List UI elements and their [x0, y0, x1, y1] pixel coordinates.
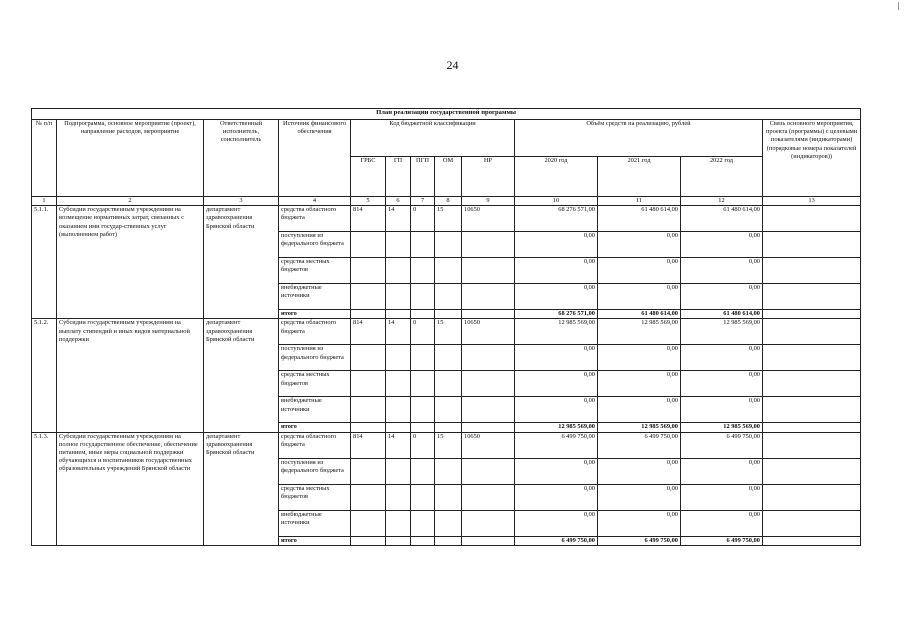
amount-2021: 0,00 — [598, 258, 681, 284]
code-gp — [386, 397, 411, 423]
code-nr — [462, 371, 515, 397]
indicator-link — [763, 423, 861, 432]
code-pgp — [411, 345, 435, 371]
total-code-empty — [411, 423, 435, 432]
column-number: 4 — [279, 197, 351, 206]
code-pgp — [411, 371, 435, 397]
column-number: 12 — [681, 197, 763, 206]
code-nr — [462, 258, 515, 284]
indicator-link — [763, 510, 861, 536]
code-pgp — [411, 258, 435, 284]
table-title: План реализации государственной программы — [32, 109, 861, 120]
indicator-link — [763, 371, 861, 397]
indicator-link — [763, 432, 861, 458]
measure-number: 5.1.1. — [32, 206, 57, 319]
code-pgp — [411, 232, 435, 258]
total-code-empty — [386, 310, 411, 319]
header-kbk: Код бюджетной классификации — [351, 120, 515, 157]
amount-2021: 0,00 — [598, 284, 681, 310]
header-year-2020: 2020 год — [515, 157, 598, 197]
total-code-empty — [435, 423, 462, 432]
amount-2020: 0,00 — [515, 510, 598, 536]
code-nr: 10650 — [462, 432, 515, 458]
header-volume: Объём средств на реализацию, рублей — [515, 120, 763, 157]
code-grbs — [351, 397, 386, 423]
total-code-empty — [411, 536, 435, 545]
total-code-empty — [351, 310, 386, 319]
amount-2021: 0,00 — [598, 397, 681, 423]
total-code-empty — [351, 536, 386, 545]
header-measure: Подпрограмма, основное мероприятие (проект), направление расходов, мероприятие — [57, 120, 204, 197]
code-om — [435, 371, 462, 397]
total-code-empty — [435, 310, 462, 319]
total-code-empty — [411, 310, 435, 319]
amount-2020: 0,00 — [515, 258, 598, 284]
amount-2021: 61 480 614,00 — [598, 206, 681, 232]
funding-source: внебюджетные источники — [279, 397, 351, 423]
amount-2020: 6 499 750,00 — [515, 432, 598, 458]
amount-2021: 12 985 569,00 — [598, 319, 681, 345]
indicator-link — [763, 536, 861, 545]
amount-2021: 6 499 750,00 — [598, 432, 681, 458]
code-pgp — [411, 284, 435, 310]
column-number: 5 — [351, 197, 386, 206]
amount-2022: 61 480 614,00 — [681, 206, 763, 232]
column-number: 8 — [435, 197, 462, 206]
measure-executor: департамент здравоохранения Брянской области — [204, 206, 279, 319]
code-grbs — [351, 510, 386, 536]
code-nr — [462, 397, 515, 423]
funding-source: поступления из федерального бюджета — [279, 232, 351, 258]
measure-number: 5.1.3. — [32, 432, 57, 545]
total-2021: 6 499 750,00 — [598, 536, 681, 545]
amount-2020: 12 985 569,00 — [515, 319, 598, 345]
funding-source: средства областного бюджета — [279, 206, 351, 232]
code-pgp: 0 — [411, 432, 435, 458]
code-gp — [386, 345, 411, 371]
header-number: № п/п — [32, 120, 57, 197]
funding-source: поступления из федерального бюджета — [279, 458, 351, 484]
code-gp — [386, 458, 411, 484]
total-code-empty — [435, 536, 462, 545]
header-executor: Ответственный исполнитель, соисполнитель — [204, 120, 279, 197]
header-year-2022: 2022 год — [681, 157, 763, 197]
total-2020: 6 499 750,00 — [515, 536, 598, 545]
amount-2020: 0,00 — [515, 345, 598, 371]
code-nr — [462, 345, 515, 371]
header-source: Источник финансового обеспечения — [279, 120, 351, 197]
code-grbs — [351, 258, 386, 284]
header-om: ОМ — [435, 157, 462, 197]
code-om: 15 — [435, 206, 462, 232]
column-number: 10 — [515, 197, 598, 206]
amount-2020: 0,00 — [515, 484, 598, 510]
amount-2021: 0,00 — [598, 484, 681, 510]
code-gp — [386, 258, 411, 284]
amount-2021: 0,00 — [598, 232, 681, 258]
code-nr — [462, 510, 515, 536]
amount-2022: 0,00 — [681, 510, 763, 536]
code-pgp: 0 — [411, 206, 435, 232]
code-grbs — [351, 371, 386, 397]
column-number: 7 — [411, 197, 435, 206]
total-label: итого — [279, 423, 351, 432]
total-2020: 12 985 569,00 — [515, 423, 598, 432]
code-om — [435, 232, 462, 258]
code-gp — [386, 510, 411, 536]
amount-2021: 0,00 — [598, 371, 681, 397]
amount-2022: 0,00 — [681, 284, 763, 310]
funding-source: средства областного бюджета — [279, 432, 351, 458]
total-label: итого — [279, 536, 351, 545]
code-grbs — [351, 232, 386, 258]
amount-2022: 0,00 — [681, 397, 763, 423]
amount-2020: 0,00 — [515, 458, 598, 484]
code-gp — [386, 232, 411, 258]
code-grbs: 814 — [351, 206, 386, 232]
indicator-link — [763, 319, 861, 345]
column-number: 13 — [763, 197, 861, 206]
measure-name: Субсидии государственным учреждениям на выплату стипендий и иных видов материальной поддержки — [57, 319, 204, 432]
amount-2022: 0,00 — [681, 458, 763, 484]
table-row — [32, 319, 861, 345]
code-pgp: 0 — [411, 319, 435, 345]
code-om — [435, 397, 462, 423]
amount-2020: 0,00 — [515, 397, 598, 423]
program-plan-table — [31, 108, 861, 546]
total-code-empty — [386, 536, 411, 545]
page-number: 24 — [446, 58, 459, 72]
indicator-link — [763, 310, 861, 319]
indicator-link — [763, 397, 861, 423]
indicator-link — [763, 458, 861, 484]
code-nr: 10650 — [462, 319, 515, 345]
code-om: 15 — [435, 432, 462, 458]
code-nr — [462, 458, 515, 484]
column-number: 2 — [57, 197, 204, 206]
measure-name: Субсидии государственным учреждениям на полное государственное обеспечение, обеспечение питанием, иные меры социальной поддержки обучающихся и воспитанников государственных образовательных учреждений Брянской области — [57, 432, 204, 545]
header-gp: ГП — [386, 157, 411, 197]
code-gp — [386, 371, 411, 397]
code-pgp — [411, 484, 435, 510]
total-2022: 61 480 614,00 — [681, 310, 763, 319]
amount-2020: 68 276 571,00 — [515, 206, 598, 232]
amount-2022: 0,00 — [681, 371, 763, 397]
code-nr — [462, 484, 515, 510]
indicator-link — [763, 345, 861, 371]
table-row — [32, 206, 861, 232]
measure-number: 5.1.2. — [32, 319, 57, 432]
table-row — [32, 432, 861, 458]
code-grbs — [351, 284, 386, 310]
column-number-row — [32, 197, 861, 206]
code-gp — [386, 484, 411, 510]
code-nr: 10650 — [462, 206, 515, 232]
total-label: итого — [279, 310, 351, 319]
funding-source: средства местных бюджетов — [279, 258, 351, 284]
amount-2022: 0,00 — [681, 232, 763, 258]
total-2021: 12 985 569,00 — [598, 423, 681, 432]
indicator-link — [763, 284, 861, 310]
header-year-2021: 2021 год — [598, 157, 681, 197]
code-grbs — [351, 458, 386, 484]
total-code-empty — [462, 536, 515, 545]
code-om — [435, 484, 462, 510]
amount-2021: 0,00 — [598, 458, 681, 484]
total-2022: 12 985 569,00 — [681, 423, 763, 432]
amount-2022: 0,00 — [681, 484, 763, 510]
code-om — [435, 284, 462, 310]
indicator-link — [763, 484, 861, 510]
indicator-link — [763, 206, 861, 232]
code-nr — [462, 284, 515, 310]
code-gp: 14 — [386, 206, 411, 232]
funding-source: средства областного бюджета — [279, 319, 351, 345]
header-nr: НР — [462, 157, 515, 197]
code-grbs: 814 — [351, 432, 386, 458]
header-link: Связь основного мероприятия, проекта (программы) с целевыми показателями (индикаторами) (порядковые номера показателей (индикаторов)) — [763, 120, 861, 197]
total-2021: 61 480 614,00 — [598, 310, 681, 319]
amount-2020: 0,00 — [515, 371, 598, 397]
header-grbs: ГРБС — [351, 157, 386, 197]
code-pgp — [411, 510, 435, 536]
header-pgp: ПГП — [411, 157, 435, 197]
amount-2022: 0,00 — [681, 258, 763, 284]
code-grbs — [351, 345, 386, 371]
scan-mark — [898, 2, 899, 10]
amount-2022: 0,00 — [681, 345, 763, 371]
code-grbs — [351, 484, 386, 510]
amount-2022: 12 985 569,00 — [681, 319, 763, 345]
column-number: 9 — [462, 197, 515, 206]
total-2022: 6 499 750,00 — [681, 536, 763, 545]
funding-source: средства местных бюджетов — [279, 484, 351, 510]
code-pgp — [411, 397, 435, 423]
total-code-empty — [462, 310, 515, 319]
amount-2021: 0,00 — [598, 345, 681, 371]
indicator-link — [763, 258, 861, 284]
indicator-link — [763, 232, 861, 258]
code-pgp — [411, 458, 435, 484]
code-om — [435, 458, 462, 484]
code-grbs: 814 — [351, 319, 386, 345]
code-om: 15 — [435, 319, 462, 345]
measure-executor: департамент здравоохранения Брянской области — [204, 432, 279, 545]
code-om — [435, 345, 462, 371]
amount-2022: 6 499 750,00 — [681, 432, 763, 458]
total-code-empty — [462, 423, 515, 432]
funding-source: средства местных бюджетов — [279, 371, 351, 397]
funding-source: внебюджетные источники — [279, 284, 351, 310]
measure-executor: департамент здравоохранения Брянской области — [204, 319, 279, 432]
code-gp: 14 — [386, 432, 411, 458]
code-nr — [462, 232, 515, 258]
amount-2021: 0,00 — [598, 510, 681, 536]
code-gp — [386, 284, 411, 310]
column-number: 3 — [204, 197, 279, 206]
code-gp: 14 — [386, 319, 411, 345]
code-om — [435, 510, 462, 536]
column-number: 6 — [386, 197, 411, 206]
total-code-empty — [351, 423, 386, 432]
measure-name: Субсидии государственным учреждениям на возмещение нормативных затрат, связанных с оказанием ими государ-ственных услуг (выполнением работ) — [57, 206, 204, 319]
code-om — [435, 258, 462, 284]
total-code-empty — [386, 423, 411, 432]
amount-2020: 0,00 — [515, 232, 598, 258]
total-2020: 68 276 571,00 — [515, 310, 598, 319]
funding-source: поступления из федерального бюджета — [279, 345, 351, 371]
amount-2020: 0,00 — [515, 284, 598, 310]
funding-source: внебюджетные источники — [279, 510, 351, 536]
column-number: 1 — [32, 197, 57, 206]
column-number: 11 — [598, 197, 681, 206]
